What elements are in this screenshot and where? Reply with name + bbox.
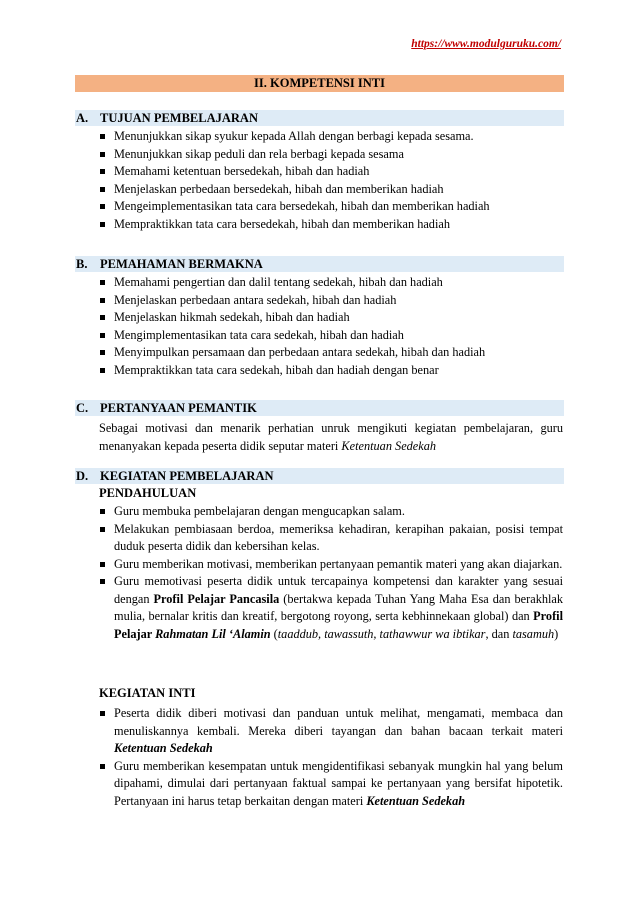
tasamuh-term: tasamuh [512, 626, 555, 641]
section-c-paragraph [99, 419, 563, 455]
list-item: Menunjukkan sikap syukur kepada Allah dengan berbagi kepada sesama. [99, 128, 563, 146]
item-text: Peserta didik diberi motivasi dan panduan untuk melihat, mengamati, membaca dan menuliskannya kembali. Mereka diberi tayangan dan bahan bacaan terkait materi [114, 706, 563, 738]
profil-pelajar-term: Profil Pelajar [114, 609, 563, 641]
list-item: Guru membuka pembelajaran dengan mengucapkan salam. [99, 503, 563, 521]
section-c-topic: Ketentuan Sedekah [341, 439, 437, 453]
list-item: Memahami pengertian dan dalil tentang sedekah, hibah dan hadiah [99, 274, 563, 292]
topic-term: Ketentuan Sedekah [114, 741, 213, 755]
list-item: Menjelaskan perbedaan bersedekah, hibah dan memberikan hadiah [99, 181, 563, 199]
topic-term: Ketentuan Sedekah [366, 793, 466, 808]
banner-title: II. KOMPETENSI INTI [254, 76, 385, 90]
header-url-link[interactable]: https://www.modulguruku.com/ [411, 38, 561, 50]
list-item [99, 573, 563, 643]
rahmatan-term: Rahmatan Lil ‘Alamin [155, 626, 271, 641]
item-text: , dan [485, 626, 513, 641]
list-item: Mengimplementasikan tata cara sedekah, hibah dan hadiah [99, 327, 563, 345]
pendahuluan-list [99, 503, 563, 643]
list-item: Mempraktikkan tata cara bersedekah, hibah dan memberikan hadiah [99, 216, 563, 234]
list-item: Menunjukkan sikap peduli dan rela berbagi kepada sesama [99, 146, 563, 164]
list-item: Mempraktikkan tata cara sedekah, hibah dan hadiah dengan benar [99, 362, 563, 380]
section-b-title: PEMAHAMAN BERMAKNA [100, 257, 263, 271]
section-d-letter: D. [76, 469, 89, 483]
kegiatan-inti-heading: KEGIATAN INTI [99, 686, 196, 700]
section-a-title: TUJUAN PEMBELAJARAN [100, 111, 258, 125]
section-a-letter: A. [76, 111, 89, 125]
kegiatan-inti-list [99, 705, 563, 810]
list-item [99, 705, 563, 758]
list-item: Menyimpulkan persamaan dan perbedaan antara sedekah, hibah dan hadiah [99, 344, 563, 362]
section-a-list [99, 128, 563, 233]
item-text: Guru memotivasi peserta didik untuk tercapainya kompetensi dan karakter yang sesuai dengan [114, 574, 563, 606]
section-d-title: KEGIATAN PEMBELAJARAN [100, 469, 274, 483]
list-item: Menjelaskan perbedaan antara sedekah, hibah dan hadiah [99, 292, 563, 310]
values-term: taaddub, tawassuth, tathawwur wa ibtikar [277, 626, 486, 641]
item-text: ( [270, 626, 278, 641]
list-item: Mengeimplementasikan tata cara bersedekah, hibah dan memberikan hadiah [99, 198, 563, 216]
profil-pancasila-term: Profil Pelajar Pancasila [153, 591, 280, 606]
section-d-header [75, 468, 564, 484]
list-item [99, 758, 563, 811]
list-item: Melakukan pembiasaan berdoa, memeriksa kehadiran, kerapihan pakaian, posisi tempat duduk peserta didik dan kebersihan kelas. [99, 521, 563, 556]
section-c-title: PERTANYAAN PEMANTIK [100, 401, 257, 415]
item-text: Guru memberikan kesempatan untuk mengidentifikasi sebanyak mungkin hal yang belum dipahami, dimulai dari pertanyaan faktual sampai ke pertanyaan yang bersifat hipotetik. Pertanyaan ini harus tetap berkaitan dengan materi [114, 758, 563, 808]
list-item: Guru memberikan motivasi, memberikan pertanyaan pemantik materi yang akan diajarkan. [99, 556, 563, 574]
item-text: (bertakwa kepada Tuhan Yang Maha Esa dan berakhlak mulia, bernalar kritis dan kreatif, bergotong royong, serta kebhinnekaan global) dan [114, 591, 564, 623]
pendahuluan-heading: PENDAHULUAN [99, 486, 197, 500]
section-c-letter: C. [76, 401, 89, 415]
section-b-list [99, 274, 563, 379]
section-b-letter: B. [76, 257, 88, 271]
section-c-header [75, 400, 564, 416]
section-c-text: Sebagai motivasi dan menarik perhatian unruk mengikuti kegiatan pembelajaran, guru menanyakan kepada peserta didik seputar materi [99, 421, 563, 453]
item-text: ) [554, 626, 559, 641]
section-banner [75, 75, 564, 92]
list-item: Menjelaskan hikmah sedekah, hibah dan hadiah [99, 309, 563, 327]
section-a-header [75, 110, 564, 126]
section-b-header [75, 256, 564, 272]
list-item: Memahami ketentuan bersedekah, hibah dan hadiah [99, 163, 563, 181]
